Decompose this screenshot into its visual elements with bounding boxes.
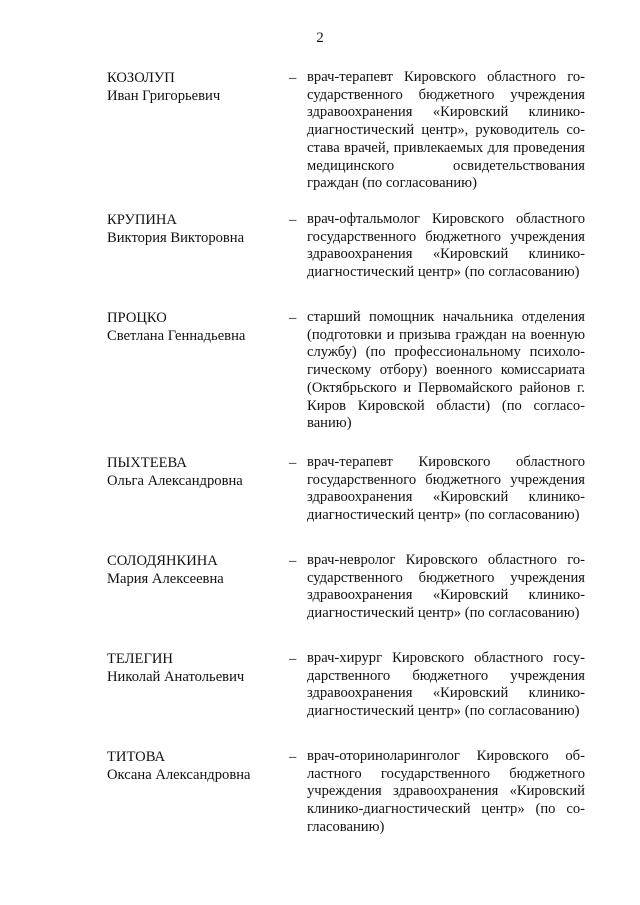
member-position: врач-хирург Кировского областного государственного бюджетного учреждения здравоохранения «Кировский клинико-диагностический центр» (по согласованию): [307, 650, 585, 720]
member-surname: ПРОЦКО: [107, 310, 167, 326]
entry-dash: –: [289, 749, 297, 765]
member-surname: СОЛОДЯНКИНА: [107, 553, 218, 569]
member-surname: ПЫХТЕЕВА: [107, 455, 187, 471]
member-given-name: Виктория Викторовна: [107, 230, 245, 246]
entry-dash: –: [289, 212, 297, 228]
member-given-name: Иван Григорьевич: [107, 88, 221, 104]
entry-dash: –: [289, 455, 297, 471]
member-surname: ТЕЛЕГИН: [107, 651, 173, 667]
member-given-name: Мария Алексеевна: [107, 571, 224, 587]
member-given-name: Ольга Александровна: [107, 473, 243, 489]
page-number: 2: [316, 30, 324, 46]
entry-dash: –: [289, 553, 297, 569]
member-given-name: Оксана Александровна: [107, 767, 251, 783]
entry-dash: –: [289, 70, 297, 86]
member-given-name: Светлана Геннадьевна: [107, 328, 246, 344]
member-given-name: Николай Анатольевич: [107, 669, 245, 685]
entry-dash: –: [289, 651, 297, 667]
member-surname: ТИТОВА: [107, 749, 166, 765]
member-position: врач-невролог Кировского областного государственного бюджетного учреждения здравоохранения «Кировский клинико-диагностический центр» (по согласованию): [307, 552, 585, 622]
entry-dash: –: [289, 310, 297, 326]
member-position: старший помощник начальника отделения (подготовки и призыва граждан на военную службу) (по профессиональному психологическому отбору) военного комиссариата (Октябрьского и Первомайского районов г. Киров Кировской области) (по согласованию): [307, 309, 585, 432]
member-position: врач-терапевт Кировского областного государственного бюджетного учреждения здравоохранения «Кировский клинико-диагностический центр» (по согласованию): [307, 454, 585, 524]
member-surname: КРУПИНА: [107, 212, 177, 228]
member-position: врач-терапевт Кировского областного государственного бюджетного учреждения здравоохранения «Кировский клинико-диагностический центр», руководитель состава врачей, привлекаемых для проведения медицинского освидетельствования граждан (по согласованию): [307, 69, 585, 192]
member-surname: КОЗОЛУП: [107, 70, 175, 86]
member-position: врач-офтальмолог Кировского областного государственного бюджетного учреждения здравоохранения «Кировский клинико-диагностический центр» (по согласованию): [307, 211, 585, 281]
member-position: врач-оториноларинголог Кировского областного государственного бюджетного учреждения здравоохранения «Кировский клинико-диагностический центр» (по согласованию): [307, 748, 585, 835]
